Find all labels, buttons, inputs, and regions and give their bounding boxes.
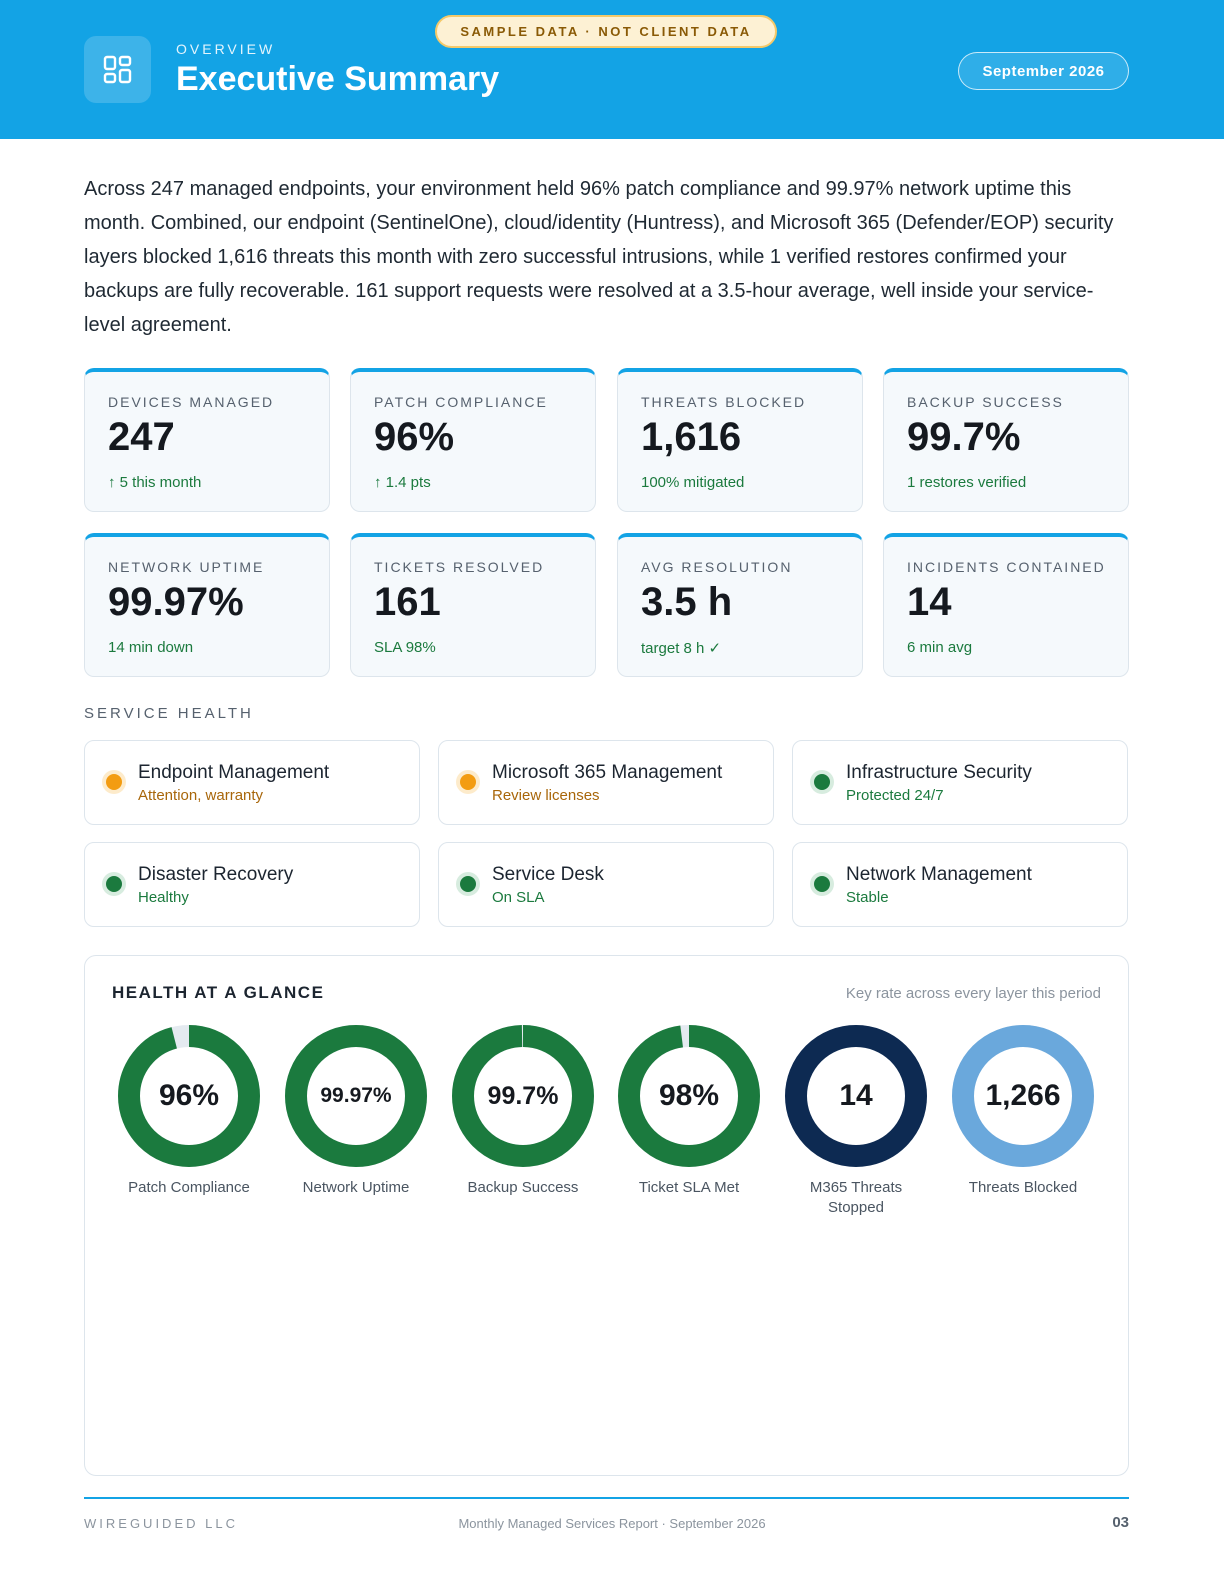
kpi-trend: 100% mitigated bbox=[641, 474, 745, 491]
summary-paragraph: Across 247 managed endpoints, your environment held 96% patch compliance and 99.97% network uptime this month. Combined, our endpoint (SentinelOne), cloud/identity (Huntress), and Microsoft 365 (Defender/EOP) security layers blocked 1,616 threats this month with zero successful intrusions, while 1 verified restores confirmed your backups are fully recoverable. 161 support requests were resolved at a 3.5-hour average, well inside your service-level agreement. bbox=[84, 178, 1114, 336]
gauge-value: 98% bbox=[658, 1079, 720, 1112]
service-name: Service Desk bbox=[492, 864, 604, 885]
gauge-ticket-sla-met bbox=[613, 1025, 765, 1198]
gauge-network-uptime bbox=[280, 1025, 432, 1198]
status-dot-icon bbox=[460, 774, 476, 790]
dashboard-grid-icon bbox=[84, 36, 151, 103]
kpi-card-patch-compliance bbox=[350, 368, 596, 512]
service-status: Review licenses bbox=[492, 787, 600, 804]
glance-title: HEALTH AT A GLANCE bbox=[112, 983, 325, 1002]
service-status: Stable bbox=[846, 889, 889, 906]
service-card-network-management bbox=[792, 842, 1128, 927]
page-header bbox=[0, 0, 1224, 139]
status-dot-icon bbox=[814, 876, 830, 892]
kpi-trend: SLA 98% bbox=[374, 639, 436, 656]
kpi-label: DEVICES MANAGED bbox=[108, 394, 275, 410]
service-card-microsoft-365-management bbox=[438, 740, 774, 825]
kpi-value: 99.7% bbox=[907, 415, 1021, 459]
gauge-label: Patch Compliance bbox=[128, 1179, 250, 1196]
gauge-backup-success bbox=[447, 1025, 599, 1198]
service-status: Attention, warranty bbox=[138, 787, 264, 804]
service-name: Disaster Recovery bbox=[138, 864, 294, 885]
kpi-value: 247 bbox=[108, 415, 175, 459]
service-name: Microsoft 365 Management bbox=[492, 762, 723, 783]
kpi-label: PATCH COMPLIANCE bbox=[374, 394, 548, 410]
footer-company: WIREGUIDED LLC bbox=[84, 1516, 238, 1531]
gauge-patch-compliance bbox=[113, 1025, 265, 1198]
sample-data-badge: SAMPLE DATA · NOT CLIENT DATA bbox=[435, 15, 777, 48]
gauge-threats-blocked bbox=[947, 1025, 1099, 1198]
service-card-infrastructure-security bbox=[792, 740, 1128, 825]
kpi-card-network-uptime bbox=[84, 533, 330, 677]
kpi-value: 96% bbox=[374, 415, 455, 459]
gauge-label: Ticket SLA Met bbox=[638, 1179, 740, 1196]
gauge-label: Backup Success bbox=[467, 1179, 579, 1196]
kpi-card-backup-success bbox=[883, 368, 1129, 512]
section-eyebrow: OVERVIEW bbox=[176, 41, 276, 57]
gauge-m365-threats-stopped bbox=[780, 1025, 932, 1218]
gauge-value: 14 bbox=[839, 1079, 873, 1112]
footer-divider bbox=[84, 1497, 1129, 1499]
kpi-label: TICKETS RESOLVED bbox=[374, 559, 545, 575]
service-status: On SLA bbox=[492, 889, 545, 906]
kpi-trend: ↑ 1.4 pts bbox=[374, 474, 431, 491]
service-health-heading: SERVICE HEALTH bbox=[84, 705, 254, 722]
kpi-card-threats-blocked bbox=[617, 368, 863, 512]
kpi-value: 1,616 bbox=[641, 415, 742, 459]
gauge-value: 96% bbox=[158, 1079, 220, 1112]
service-name: Endpoint Management bbox=[138, 762, 330, 783]
gauge-value: 99.7% bbox=[487, 1081, 559, 1110]
kpi-label: NETWORK UPTIME bbox=[108, 559, 265, 575]
kpi-card-devices-managed bbox=[84, 368, 330, 512]
report-date-badge: September 2026 bbox=[958, 52, 1129, 90]
kpi-label: INCIDENTS CONTAINED bbox=[907, 559, 1106, 575]
gauge-value: 1,266 bbox=[985, 1079, 1061, 1112]
service-card-disaster-recovery bbox=[84, 842, 420, 927]
status-dot-icon bbox=[460, 876, 476, 892]
glance-note: Key rate across every layer this period bbox=[845, 985, 1101, 1002]
kpi-trend: 6 min avg bbox=[907, 639, 973, 656]
kpi-card-tickets-resolved bbox=[350, 533, 596, 677]
kpi-label: BACKUP SUCCESS bbox=[907, 394, 1064, 410]
kpi-value: 161 bbox=[374, 580, 441, 624]
kpi-trend: ↑ 5 this month bbox=[108, 474, 202, 491]
gauge-label: Network Uptime bbox=[302, 1179, 410, 1196]
kpi-trend: 1 restores verified bbox=[907, 474, 1027, 491]
health-at-a-glance-panel bbox=[84, 955, 1129, 1476]
page-number: 03 bbox=[1112, 1514, 1129, 1531]
kpi-card-avg-resolution bbox=[617, 533, 863, 677]
gauge-label: M365 Threats Stopped bbox=[809, 1179, 903, 1216]
kpi-value: 14 bbox=[907, 580, 952, 624]
page-title: Executive Summary bbox=[176, 60, 500, 98]
status-dot-icon bbox=[106, 774, 122, 790]
kpi-trend: target 8 h ✓ bbox=[641, 640, 722, 657]
kpi-card-incidents-contained bbox=[883, 533, 1129, 677]
gauge-value: 99.97% bbox=[320, 1084, 392, 1107]
status-dot-icon bbox=[814, 774, 830, 790]
gauge-label: Threats Blocked bbox=[968, 1179, 1078, 1196]
service-name: Infrastructure Security bbox=[846, 762, 1032, 783]
kpi-trend: 14 min down bbox=[108, 639, 194, 656]
service-card-service-desk bbox=[438, 842, 774, 927]
kpi-value: 3.5 h bbox=[641, 580, 733, 624]
footer-report-title: Monthly Managed Services Report · September 2026 bbox=[458, 1516, 766, 1531]
service-name: Network Management bbox=[846, 864, 1032, 885]
service-status: Healthy bbox=[138, 889, 189, 906]
kpi-label: THREATS BLOCKED bbox=[641, 394, 807, 410]
kpi-label: AVG RESOLUTION bbox=[641, 559, 793, 575]
kpi-value: 99.97% bbox=[108, 580, 244, 624]
service-card-endpoint-management bbox=[84, 740, 420, 825]
service-status: Protected 24/7 bbox=[846, 787, 944, 804]
status-dot-icon bbox=[106, 876, 122, 892]
